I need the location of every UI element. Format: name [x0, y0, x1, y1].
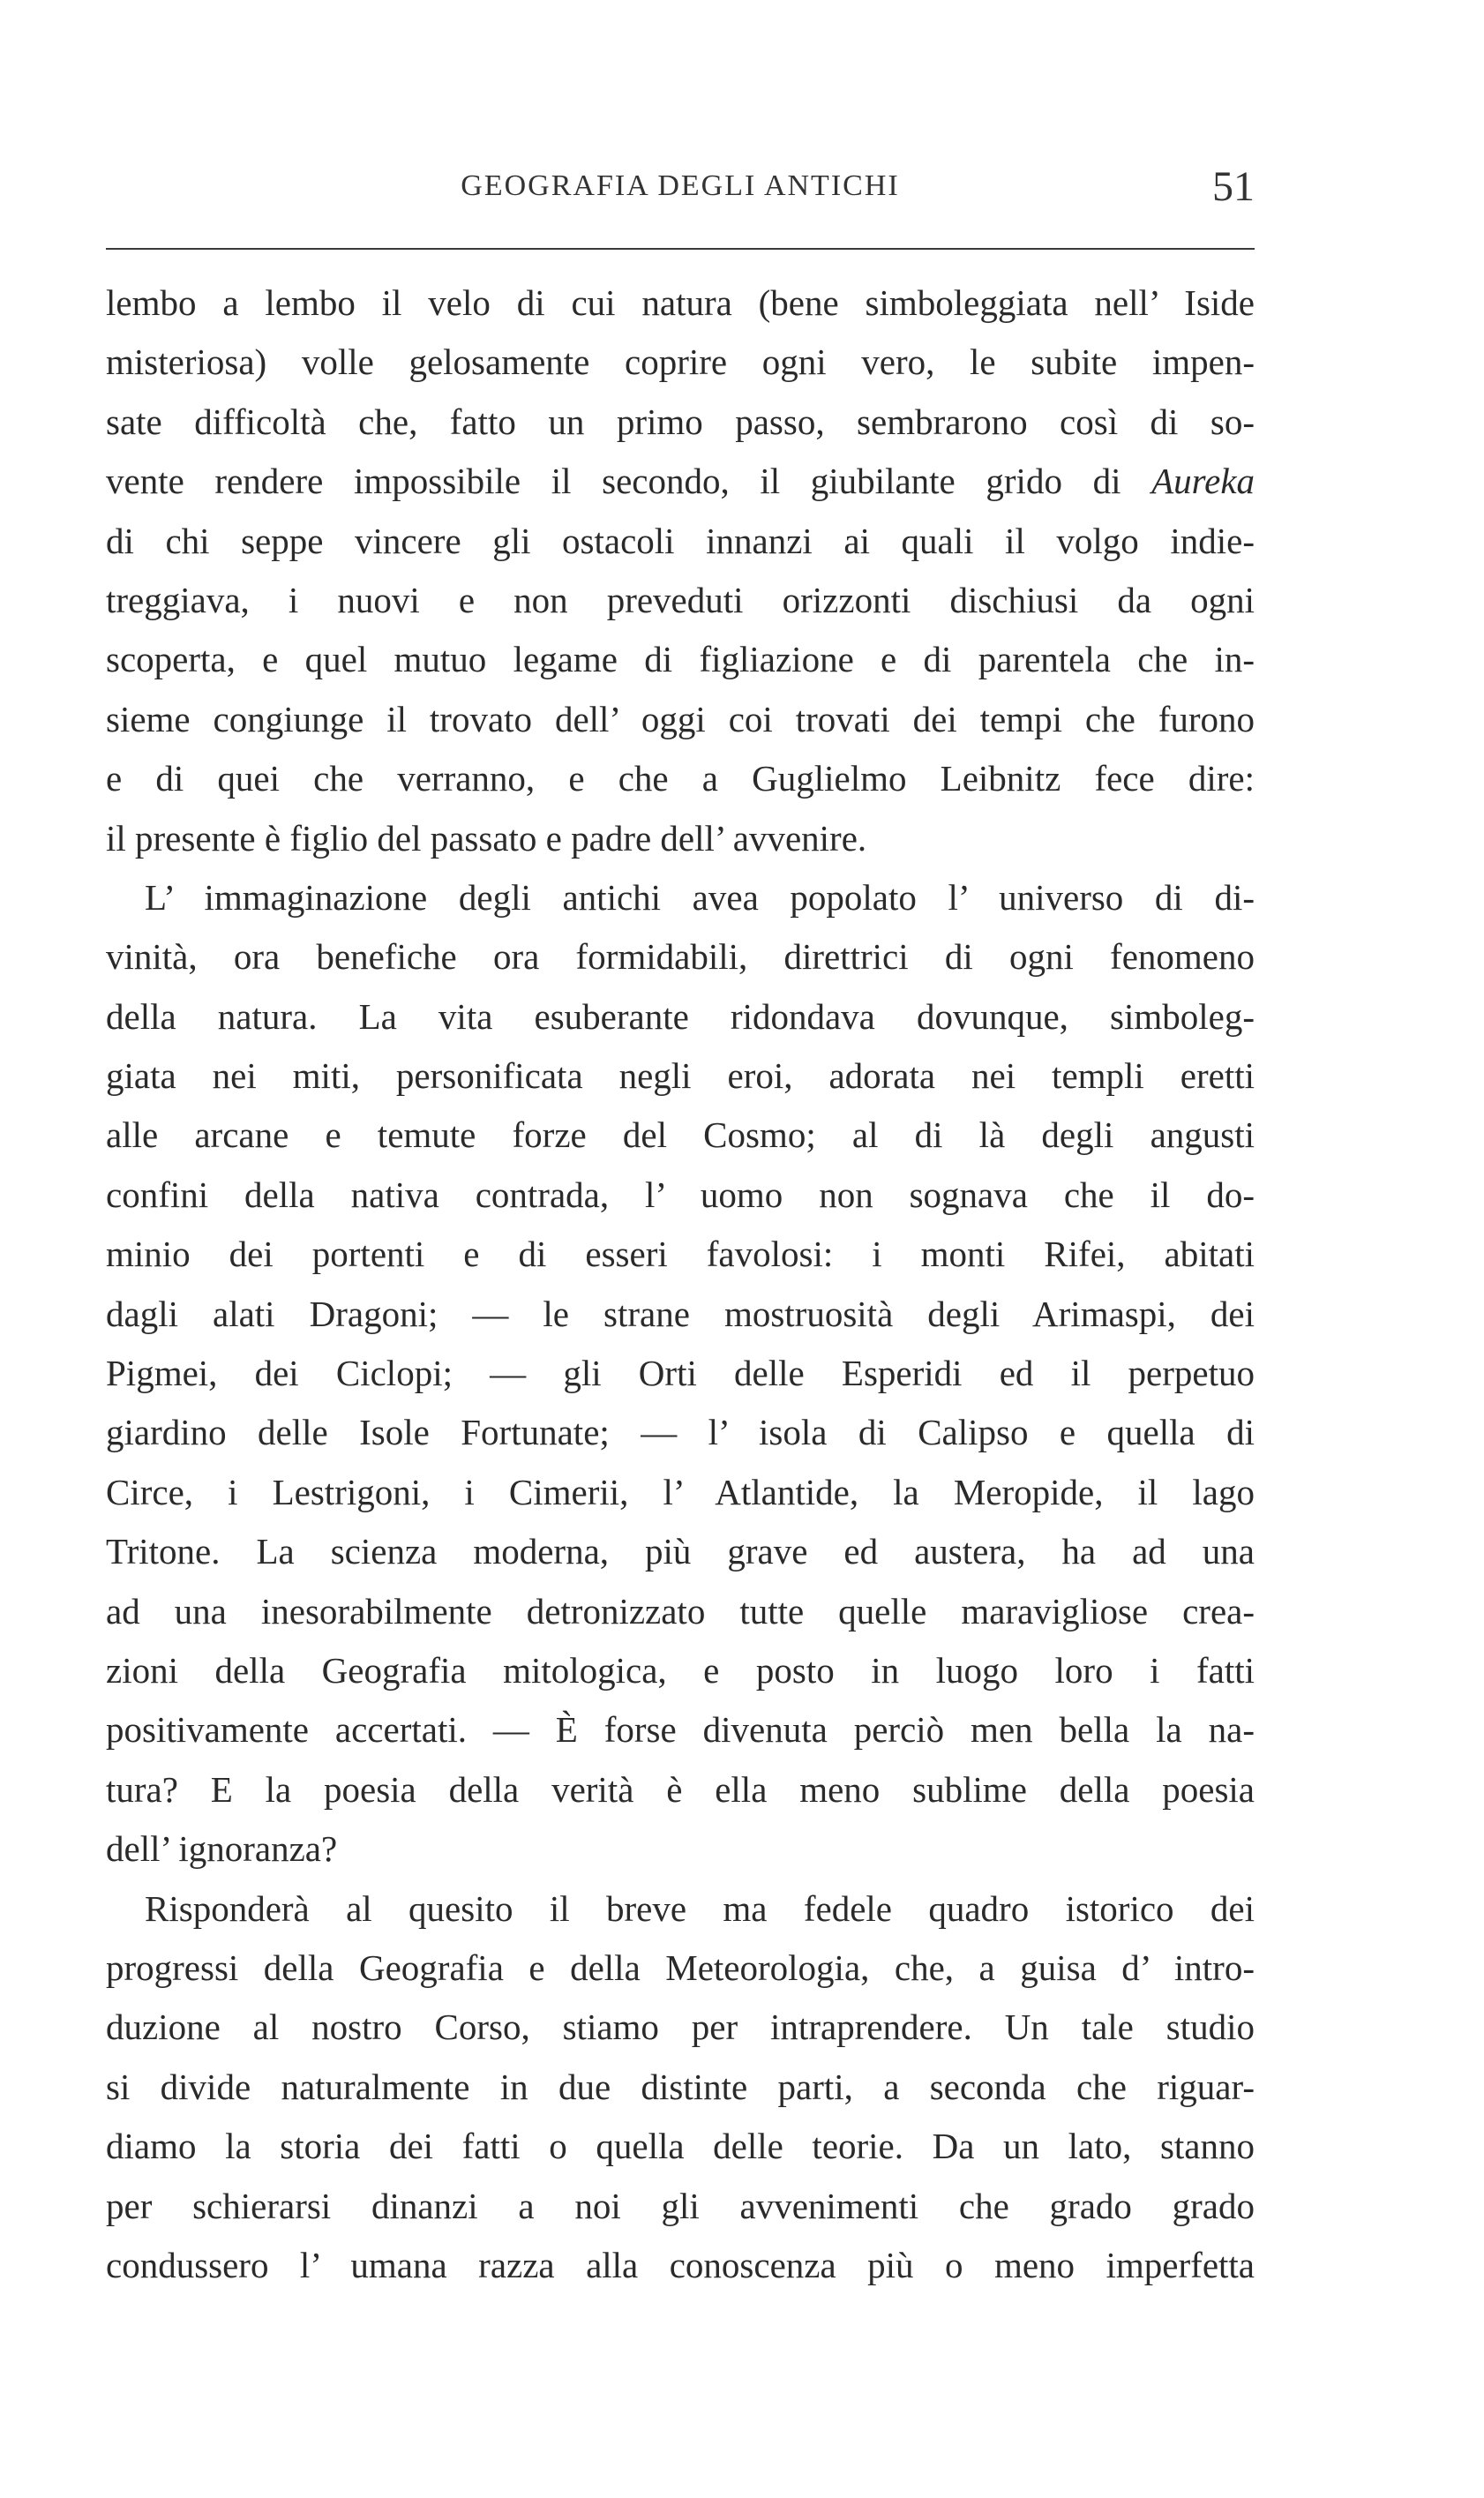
text-line: dagli alati Dragoni; — le strane mostruosità degli Arimaspi, dei — [106, 1293, 1255, 1334]
italic-word: Aureka — [1151, 461, 1255, 502]
text-line: della natura. La vita esuberante ridondava dovunque, simboleg- — [106, 995, 1255, 1037]
running-head: GEOGRAFIA DEGLI ANTICHI — [461, 169, 900, 202]
page-header — [106, 163, 1255, 222]
text-line: Pigmei, dei Ciclopi; — gli Orti delle Esperidi ed il perpetuo — [106, 1353, 1255, 1394]
text-line: Risponderà al quesito il breve ma fedele quadro istorico dei — [145, 1887, 1255, 1929]
text-line-with-italic — [106, 452, 1255, 511]
text-line: alle arcane e temute forze del Cosmo; al di là degli angusti — [106, 1114, 1255, 1156]
text-line: sate difficoltà che, fatto un primo passo, sembrarono così di so- — [106, 401, 1255, 442]
text-line: Circe, i Lestrigoni, i Cimerii, l’ Atlantide, la Meropide, il lago — [106, 1471, 1255, 1512]
text-line: diamo la storia dei fatti o quella delle teorie. Da un lato, stanno — [106, 2126, 1255, 2167]
text-line: zioni della Geografia mitologica, e posto in luogo loro i fatti — [106, 1649, 1255, 1691]
text-line: misteriosa) volle gelosamente coprire ogni vero, le subite impen- — [106, 341, 1255, 383]
text-line: treggiava, i nuovi e non preveduti orizzonti dischiusi da ogni — [106, 579, 1255, 620]
page-number: 51 — [1212, 163, 1255, 210]
text-line: Tritone. La scienza moderna, più grave ed austera, ha ad una — [106, 1531, 1255, 1572]
text-line: positivamente accertati. — È forse divenuta perciò men bella la na- — [106, 1709, 1255, 1751]
text-line: confini della nativa contrada, l’ uomo non sognava che il do- — [106, 1174, 1255, 1215]
text-line: condussero l’ umana razza alla conoscenza più o meno imperfetta — [106, 2244, 1255, 2285]
text-line: ad una inesorabilmente detronizzato tutte quelle maravigliose crea- — [106, 1590, 1255, 1632]
text-line: dell’ ignoranza? — [106, 1828, 338, 1870]
text-line: minio dei portenti e di esseri favolosi: i monti Rifei, abitati — [106, 1234, 1255, 1275]
text-line: il presente è figlio del passato e padre dell’ avvenire. — [106, 817, 867, 859]
text-line: lembo a lembo il velo di cui natura (bene simboleggiata nell’ Iside — [106, 282, 1255, 323]
text-line: vinità, ora benefiche ora formidabili, direttrici di ogni fenomeno — [106, 936, 1255, 978]
paragraph-1 — [106, 274, 1255, 868]
text-line: L’ immaginazione degli antichi avea popolato l’ universo di di- — [145, 876, 1255, 918]
text-line: scoperta, e quel mutuo legame di figliazione e di parentela che in- — [106, 639, 1255, 680]
text-line: giata nei miti, personificata negli eroi, adorata nei templi eretti — [106, 1055, 1255, 1097]
text-line: progressi della Geografia e della Meteorologia, che, a guisa d’ intro- — [106, 1947, 1255, 1988]
text-line-part: vente rendere impossibile il secondo, il giubilante grido di — [106, 461, 1121, 502]
text-line: di chi seppe vincere gli ostacoli innanzi ai quali il volgo indie- — [106, 520, 1255, 561]
paragraph-3 — [106, 1879, 1255, 2296]
text-line: per schierarsi dinanzi a noi gli avvenimenti che grado grado — [106, 2185, 1255, 2226]
text-line: tura? E la poesia della verità è ella meno sublime della poesia — [106, 1768, 1255, 1810]
text-line: duzione al nostro Corso, stiamo per intraprendere. Un tale studio — [106, 2007, 1255, 2048]
text-line: si divide naturalmente in due distinte parti, a seconda che riguar- — [106, 2066, 1255, 2107]
text-line: e di quei che verranno, e che a Guglielmo Leibnitz fece dire: — [106, 758, 1255, 799]
text-line: giardino delle Isole Fortunate; — l’ isola di Calipso e quella di — [106, 1412, 1255, 1453]
page-body — [106, 274, 1255, 2295]
header-rule — [106, 248, 1255, 250]
text-line: sieme congiunge il trovato dell’ oggi coi trovati dei tempi che furono — [106, 698, 1255, 739]
paragraph-2 — [106, 868, 1255, 1879]
